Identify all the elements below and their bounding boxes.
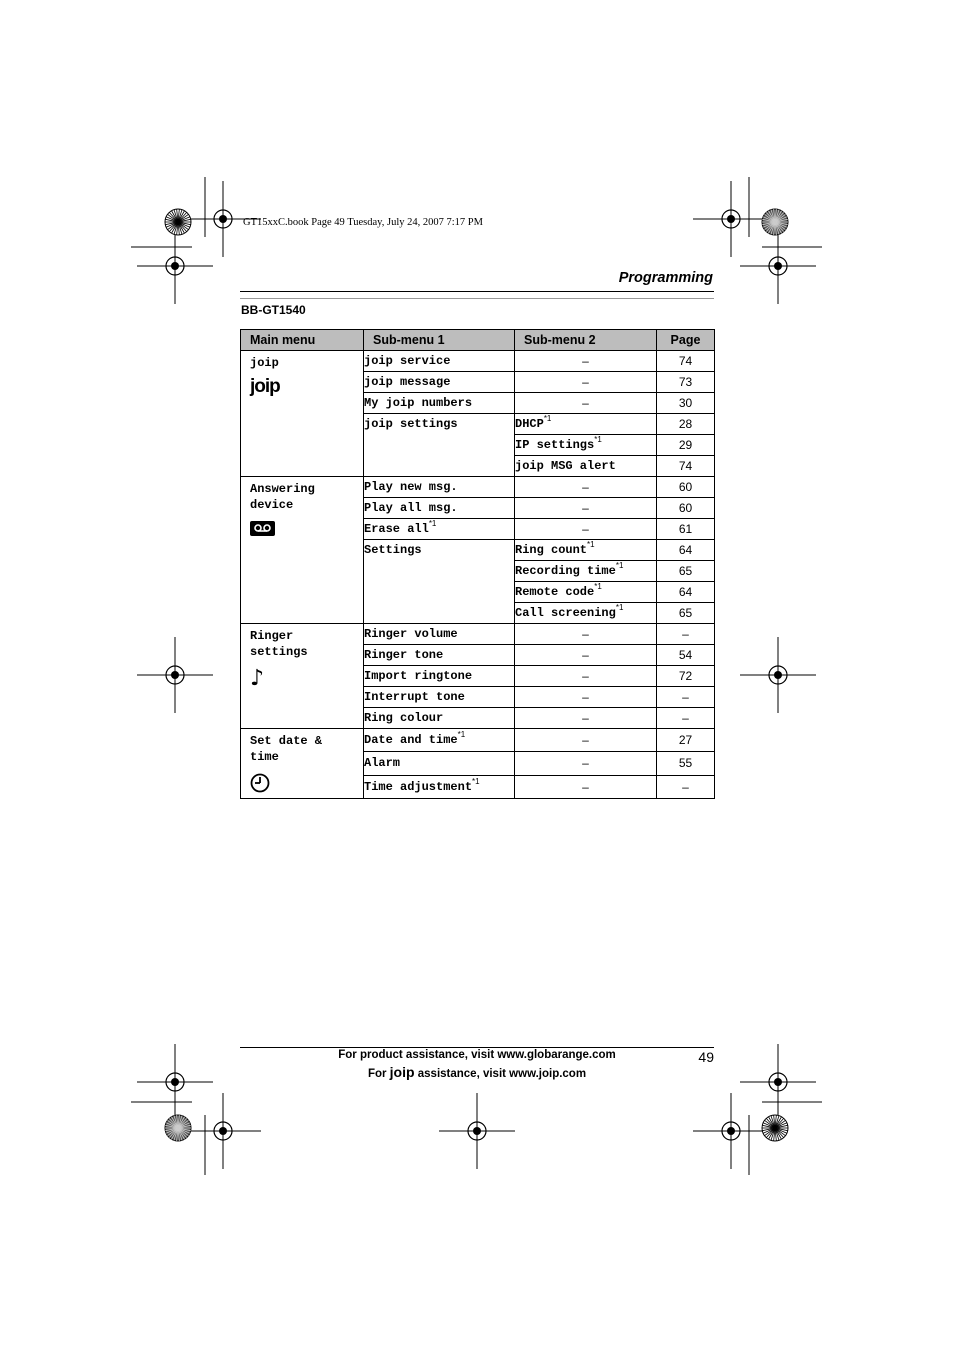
sub-menu-2-cell-label: –: [582, 522, 589, 536]
page-cell: –: [657, 687, 715, 708]
sub-menu-1-cell: [364, 498, 515, 519]
sub-menu-1-cell: [364, 645, 515, 666]
sub-menu-2-cell: [515, 708, 657, 729]
model-label: BB-GT1540: [241, 303, 306, 317]
answering-machine-icon: [250, 521, 275, 536]
joip-logo-icon: joip: [250, 376, 280, 397]
footnote-marker: *1: [587, 540, 595, 549]
sub-menu-2-cell: [515, 775, 657, 798]
sub-menu-2-cell: [515, 624, 657, 645]
page-cell: 60: [657, 498, 715, 519]
footer-rule: [240, 1047, 714, 1048]
table-row: [241, 624, 715, 645]
sub-menu-1-cell: [364, 540, 515, 624]
sub-menu-1-cell-label: joip service: [364, 354, 451, 368]
sub-menu-1-cell: [364, 351, 515, 372]
sub-menu-1-cell-label: Interrupt tone: [364, 690, 465, 704]
footnote-marker: *1: [594, 435, 602, 444]
sub-menu-2-cell-label: –: [582, 733, 589, 748]
registration-starburst: [165, 209, 191, 235]
sub-menu-2-cell-label: Call screening: [515, 606, 616, 620]
sub-menu-2-cell: [515, 687, 657, 708]
main-menu-label: Answering: [250, 482, 315, 496]
page-cell: –: [657, 708, 715, 729]
clock-icon: [250, 773, 363, 798]
registration-target: [740, 1044, 816, 1120]
sub-menu-2-cell-label: –: [582, 501, 589, 515]
registration-starburst: [762, 209, 788, 235]
registration-target: [137, 1044, 213, 1120]
sub-menu-1-cell-label: joip settings: [364, 417, 458, 431]
sub-menu-2-cell: [515, 414, 657, 435]
sub-menu-2-cell-label: IP settings: [515, 438, 595, 452]
sub-menu-2-cell: [515, 645, 657, 666]
sub-menu-2-cell-label: –: [582, 354, 589, 368]
sub-menu-2-cell: [515, 372, 657, 393]
footnote-marker: *1: [594, 582, 602, 591]
sub-menu-1-cell-label: My joip numbers: [364, 396, 473, 410]
print-header: GT15xxC.book Page 49 Tuesday, July 24, 2007 7:17 PM: [243, 217, 483, 228]
registration-target: [740, 228, 816, 304]
footnote-marker: *1: [615, 603, 624, 612]
page-cell: 29: [657, 435, 715, 456]
footnote-marker: *1: [543, 414, 552, 423]
sub-menu-1-cell-label: Play all msg.: [364, 501, 458, 515]
sub-menu-1-cell: [364, 477, 515, 498]
page-cell: –: [657, 624, 715, 645]
sub-menu-1-cell-label: Date and time: [364, 733, 458, 748]
page-cell: 73: [657, 372, 715, 393]
sub-menu-2-cell: [515, 435, 657, 456]
main-menu-label: settings: [250, 645, 308, 659]
page-cell: 74: [657, 456, 715, 477]
sub-menu-1-cell: [364, 708, 515, 729]
sub-menu-2-cell: [515, 519, 657, 540]
sub-menu-2-cell: [515, 729, 657, 752]
registration-target: [693, 181, 769, 257]
page-cell: 55: [657, 752, 715, 775]
registration-target: [439, 1093, 515, 1169]
header-sub-menu-2: Sub-menu 2: [515, 330, 657, 351]
footer-suffix: assistance, visit www.joip.com: [414, 1068, 587, 1080]
sub-menu-1-cell-label: Ringer tone: [364, 648, 444, 662]
main-menu-label: Set date &: [250, 734, 323, 748]
sub-menu-1-cell: [364, 519, 515, 540]
registration-target: [693, 1093, 769, 1169]
sub-menu-2-cell-label: –: [582, 690, 589, 704]
footnote-marker: *1: [615, 561, 624, 570]
sub-menu-2-cell-label: Recording time: [515, 564, 616, 578]
main-menu-label: time: [250, 750, 279, 764]
footnote-marker: *1: [428, 519, 437, 528]
sub-menu-1-cell-label: Time adjustment: [364, 779, 473, 794]
page-cell: 65: [657, 561, 715, 582]
header-page: Page: [657, 330, 715, 351]
sub-menu-1-cell: [364, 775, 515, 798]
page-cell: 61: [657, 519, 715, 540]
page-cell: 74: [657, 351, 715, 372]
sub-menu-1-cell: [364, 666, 515, 687]
sub-menu-1-cell: [364, 393, 515, 414]
sub-menu-1-cell-label: Play new msg.: [364, 480, 458, 494]
main-menu-cell: [241, 351, 364, 477]
header-sub-menu-1: Sub-menu 1: [364, 330, 515, 351]
registration-target: [137, 228, 213, 304]
registration-target: [137, 637, 213, 713]
page-cell: 72: [657, 666, 715, 687]
sub-menu-2-cell-label: –: [582, 711, 589, 725]
sub-menu-2-cell-label: Ring count: [515, 543, 588, 557]
footer-prefix: For: [367, 1068, 390, 1080]
sub-menu-2-cell: [515, 582, 657, 603]
footer-line-2: [240, 1064, 714, 1080]
header-main-menu: Main menu: [241, 330, 364, 351]
main-menu-cell: [241, 729, 364, 799]
table-header-row: [241, 330, 715, 351]
sub-menu-1-cell: [364, 372, 515, 393]
page-cell: 64: [657, 582, 715, 603]
sub-menu-2-cell: [515, 603, 657, 624]
registration-starburst: [762, 1115, 788, 1141]
sub-menu-2-cell-label: Remote code: [515, 585, 595, 599]
sub-menu-1-cell-label: Ringer volume: [364, 627, 458, 641]
sub-menu-1-cell-label: Alarm: [364, 756, 401, 771]
page-cell: 65: [657, 603, 715, 624]
sub-menu-2-cell: [515, 498, 657, 519]
registration-target: [740, 637, 816, 713]
sub-menu-2-cell-label: –: [582, 375, 589, 389]
sub-menu-2-cell: [515, 540, 657, 561]
sub-menu-1-cell-label: Import ringtone: [364, 669, 473, 683]
sub-menu-1-cell-label: Settings: [364, 543, 422, 557]
main-menu-cell: [241, 477, 364, 624]
sub-menu-2-cell: [515, 561, 657, 582]
sub-menu-1-cell: [364, 624, 515, 645]
section-title: Programming: [618, 270, 713, 286]
menu-table-body: [241, 351, 715, 799]
header-rule: [240, 291, 714, 292]
table-row: [241, 729, 715, 752]
page-cell: 64: [657, 540, 715, 561]
sub-menu-2-cell-label: DHCP: [515, 417, 544, 431]
table-row: [241, 351, 715, 372]
page-cell: –: [657, 775, 715, 798]
sub-menu-2-cell: [515, 666, 657, 687]
sub-menu-1-cell-label: joip message: [364, 375, 451, 389]
sub-menu-1-cell: [364, 687, 515, 708]
sub-menu-1-cell: [364, 729, 515, 752]
sub-menu-2-cell-label: joip MSG alert: [515, 459, 616, 473]
sub-menu-2-cell-label: –: [582, 480, 589, 494]
registration-starburst: [165, 1115, 191, 1141]
joip-logo: joip: [389, 1064, 415, 1080]
page-cell: 60: [657, 477, 715, 498]
page-cell: 54: [657, 645, 715, 666]
sub-menu-2-cell-label: –: [582, 648, 589, 662]
sub-menu-2-cell: [515, 456, 657, 477]
sub-menu-2-cell-label: –: [582, 756, 589, 771]
sub-menu-1-cell-label: Ring colour: [364, 711, 444, 725]
sub-menu-2-cell-label: –: [582, 669, 589, 683]
page-cell: 28: [657, 414, 715, 435]
sub-menu-2-cell: [515, 351, 657, 372]
main-menu-label: device: [250, 498, 294, 512]
menu-table: [240, 329, 715, 799]
table-row: [241, 477, 715, 498]
music-note-icon: ♪: [250, 666, 265, 691]
sub-menu-2-cell: [515, 477, 657, 498]
page-cell: 27: [657, 729, 715, 752]
sub-menu-1-cell: [364, 752, 515, 775]
sub-menu-2-cell: [515, 393, 657, 414]
sub-menu-2-cell-label: –: [582, 779, 589, 794]
sub-menu-2-cell-label: –: [582, 396, 589, 410]
registration-target: [185, 1093, 261, 1169]
page-cell: 30: [657, 393, 715, 414]
main-menu-label: Ringer: [250, 629, 294, 643]
main-menu-label: joip: [250, 356, 279, 370]
footnote-marker: *1: [457, 730, 466, 740]
sub-menu-2-cell: [515, 752, 657, 775]
page-number: 49: [698, 1049, 714, 1065]
footnote-marker: *1: [472, 776, 480, 786]
sub-menu-1-cell-label: Erase all: [364, 522, 429, 536]
sub-menu-1-cell: [364, 414, 515, 477]
main-menu-cell: [241, 624, 364, 729]
sub-menu-2-cell-label: –: [582, 627, 589, 641]
header-subrule: [240, 298, 714, 299]
footer-line-1: For product assistance, visit www.globarange.com: [338, 1049, 616, 1061]
